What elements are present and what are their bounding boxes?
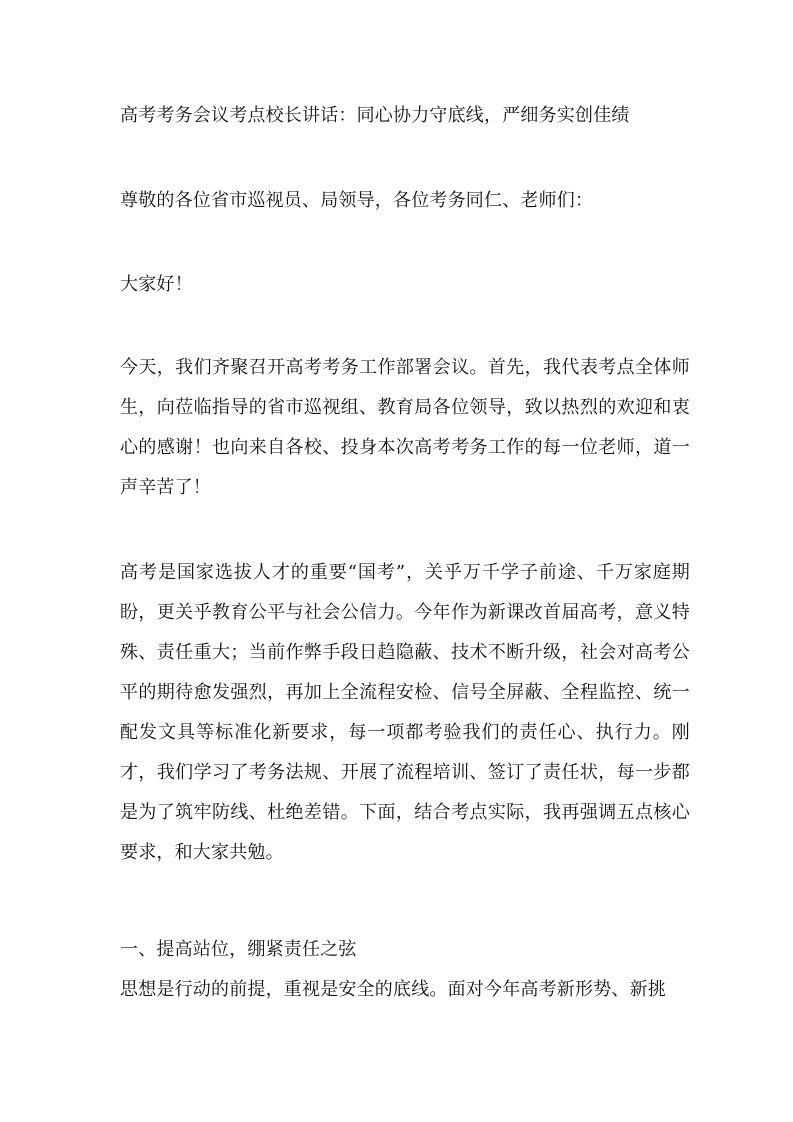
paragraph-significance: 高考是国家选拔人才的重要“国考”，关乎万千学子前途、千万家庭期盼，更关乎教育公平与社会公信力。今年作为新课改首届高考，意义特殊、责任重大；当前作弊手段日趋隐蔽、技术不断升级，社会对高考公平的期待愈发强烈，再加上全流程安检、信号全屏蔽、全程监控、统一配发文具等标准化新要求，每一项都考验我们的责任心、执行力。刚才，我们学习了考务法规、开展了流程培训、签订了责任状，每一步都是为了筑牢防线、杜绝差错。下面，结合考点实际，我再强调五点核心要求，和大家共勉。 [120, 562, 690, 863]
salutation: 尊敬的各位省市巡视员、局领导，各位考务同仁、老师们： [120, 190, 594, 211]
document-title: 高考考务会议考点校长讲话：同心协力守底线，严细务实创佳绩 [120, 105, 630, 126]
paragraph-opening: 今天，我们齐聚召开高考考务工作部署会议。首先，我代表考点全体师生，向莅临指导的省市巡视组、教育局各位领导，致以热烈的欢迎和衷心的感谢！也向来自各校、投身本次高考考务工作的每一位老师，道一声辛苦了！ [120, 357, 690, 498]
section-text-1: 思想是行动的前提，重视是安全的底线。面对今年高考新形势、新挑 [120, 979, 666, 1000]
section-heading-1: 一、提高站位，绷紧责任之弦 [120, 939, 357, 960]
greeting: 大家好！ [120, 274, 193, 295]
